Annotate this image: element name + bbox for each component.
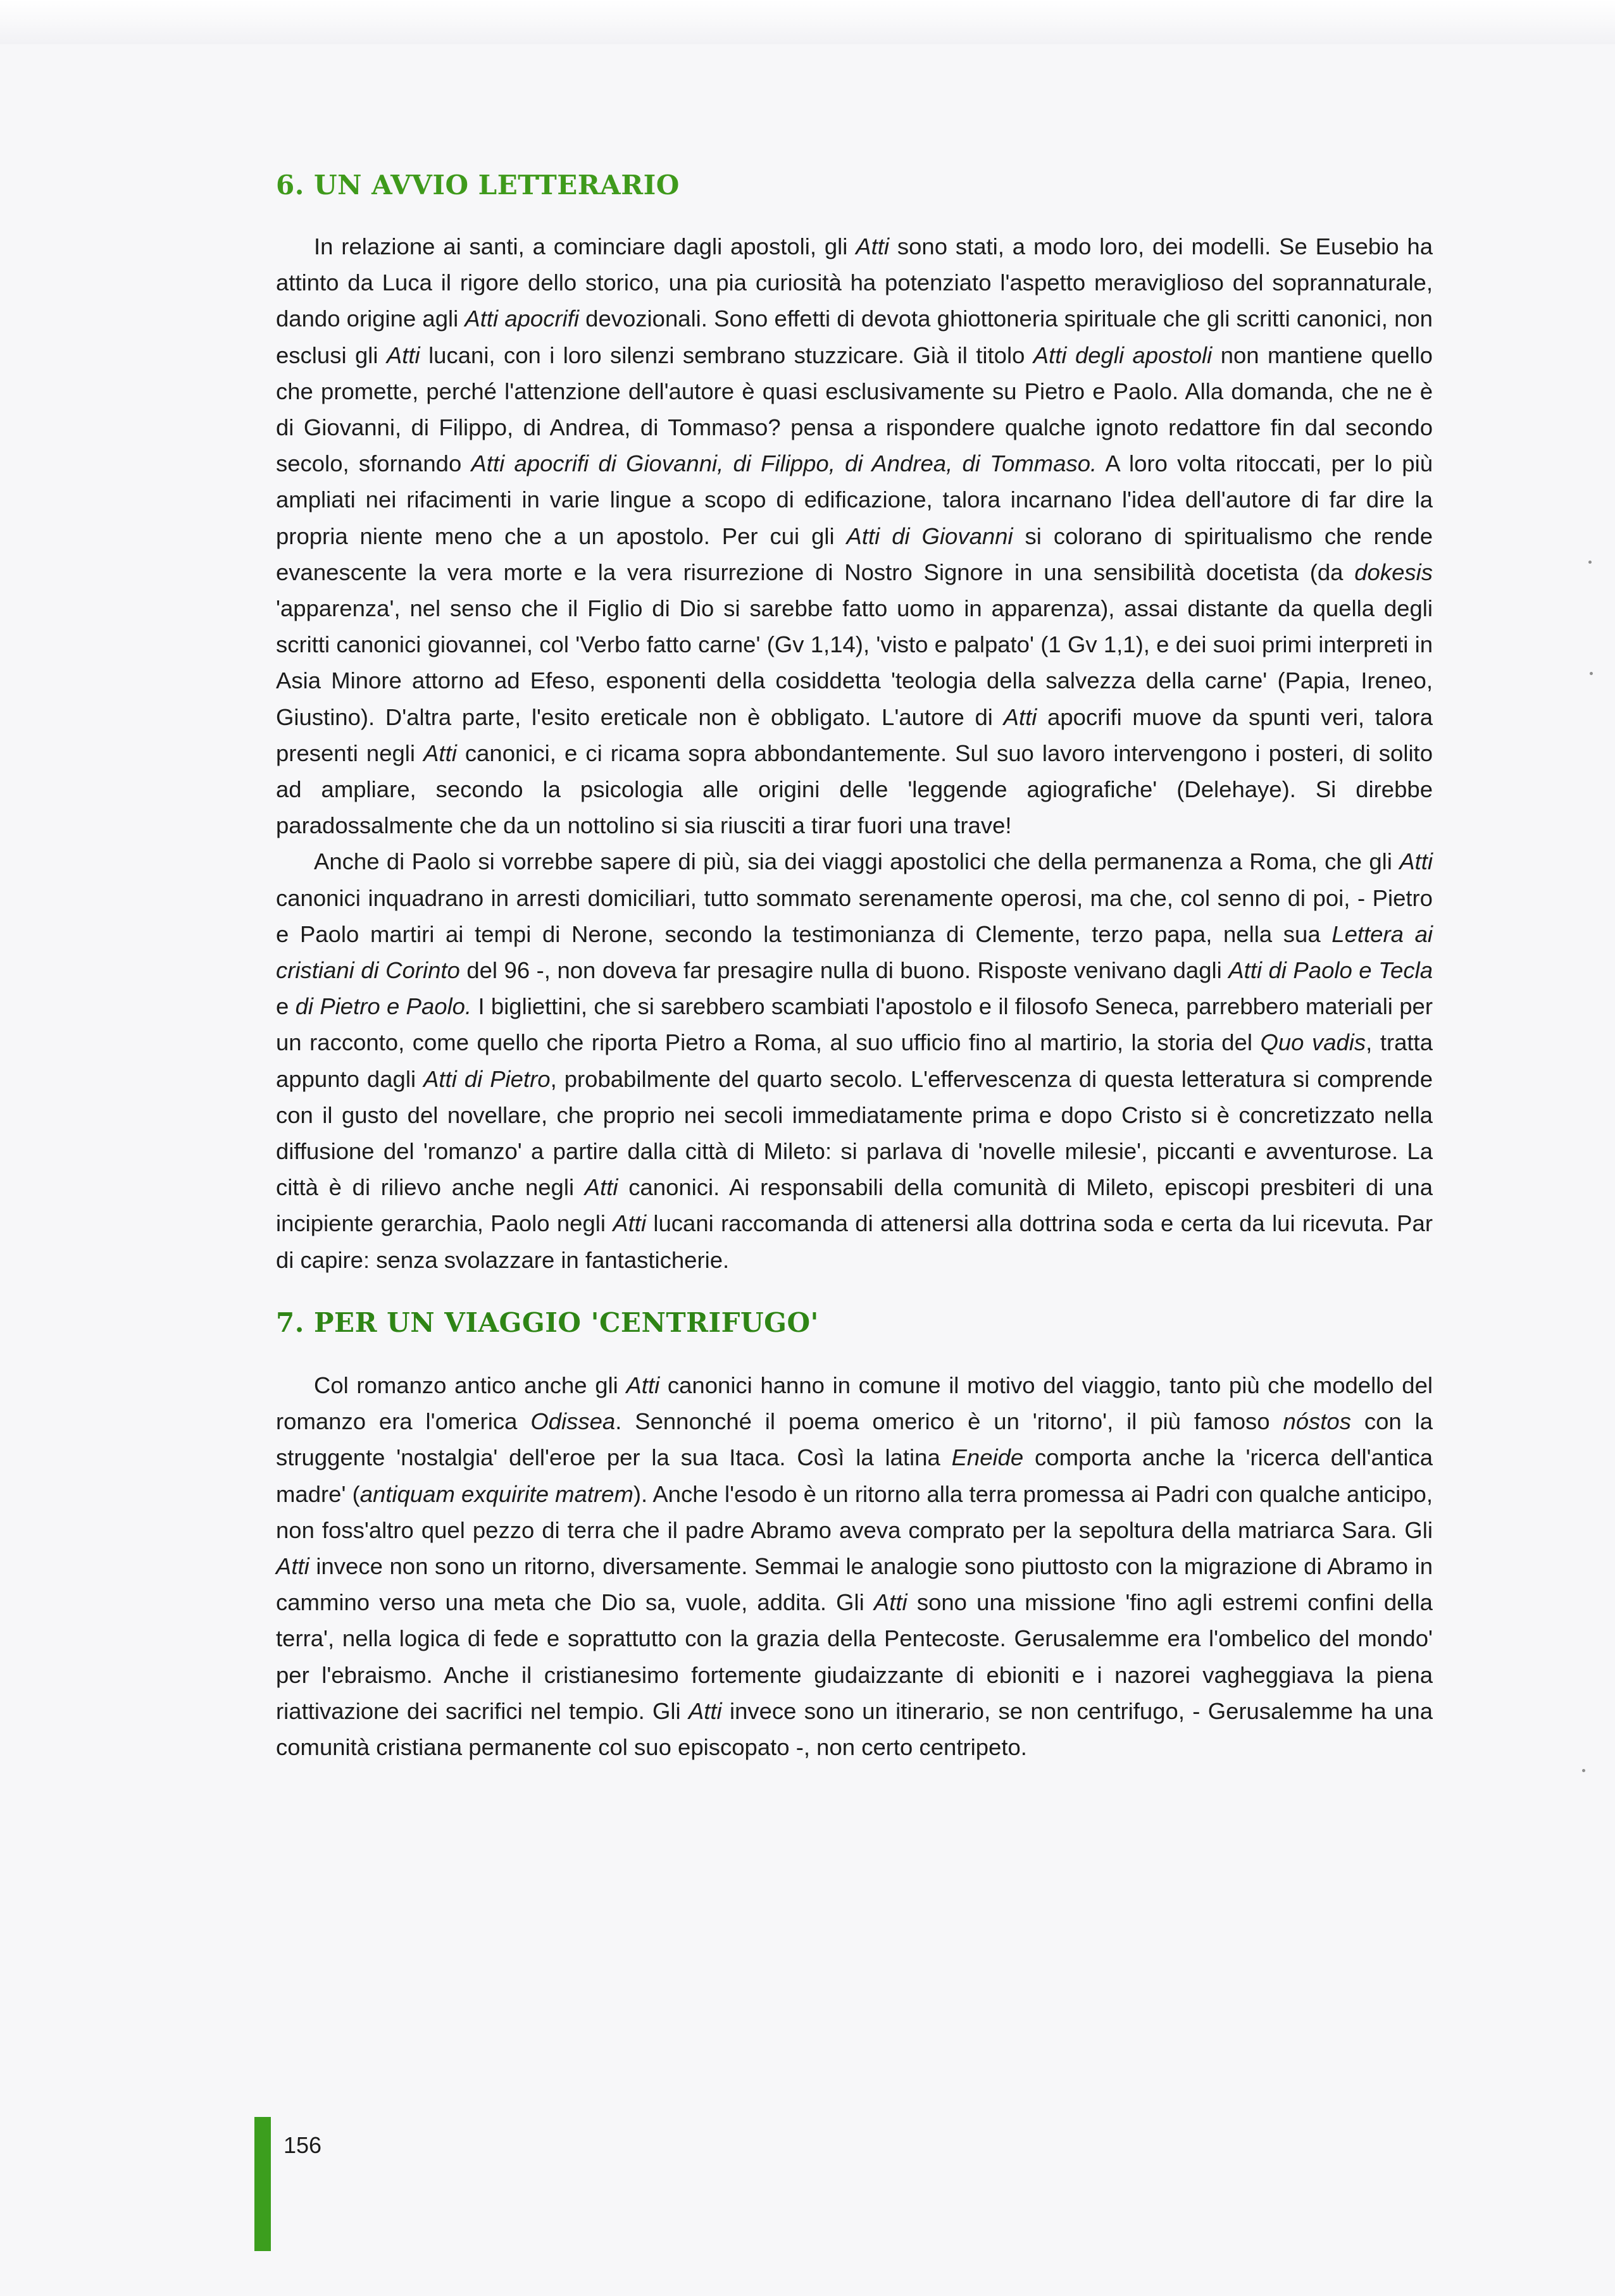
scan-speck (1588, 561, 1592, 564)
section-7-body (276, 1367, 1433, 1765)
scan-speck (1590, 672, 1593, 675)
section-6-body (276, 228, 1433, 1278)
page-content (276, 170, 1433, 1765)
section-6-paragraph-1: In relazione ai santi, a cominciare dagli apostoli, gli Atti sono stati, a modo loro, dei modelli. Se Eusebio ha attinto da Luca il rigore dello storico, una pia curiosità ha potenziato l'aspetto meraviglioso del soprannaturale, dando origine agli Atti apocrifi devozionali. Sono effetti di devota ghiottoneria spirituale che gli scritti canonici, non esclusi gli Atti lucani, con i loro silenzi sembrano stuzzicare. Già il titolo Atti degli apostoli non mantiene quello che promette, perché l'attenzione dell'autore è quasi esclusivamente su Pietro e Paolo. Alla domanda, che ne è di Giovanni, di Filippo, di Andrea, di Tommaso? pensa a rispondere qualche ignoto redattore fin dal secondo secolo, sfornando Atti apocrifi di Giovanni, di Filippo, di Andrea, di Tommaso. A loro volta ritoccati, per lo più ampliati nei rifacimenti in varie lingue a scopo di edificazione, talora incarnano l'idea dell'autore di far dire la propria niente meno che a un apostolo. Per cui gli Atti di Giovanni si colorano di spiritualismo che rende evanescente la vera morte e la vera risurrezione di Nostro Signore in una sensibilità docetista (da dokesis 'apparenza', nel senso che il Figlio di Dio si sarebbe fatto uomo in apparenza), assai distante da quella degli scritti canonici giovannei, col 'Verbo fatto carne' (Gv 1,14), 'visto e palpato' (1 Gv 1,1), e dei suoi primi interpreti in Asia Minore attorno ad Efeso, esponenti della cosiddetta 'teologia della salvezza della carne' (Papia, Ireneo, Giustino). D'altra parte, l'esito ereticale non è obbligato. L'autore di Atti apocrifi muove da spunti veri, talora presenti negli Atti canonici, e ci ricama sopra abbondantemente. Sul suo lavoro intervengono i posteri, di solito ad ampliare, secondo la psicologia alle origini delle 'leggende agiografiche' (Delehaye). Si direbbe paradossalmente che da un nottolino si sia riusciti a tirar fuori una trave! (276, 233, 1433, 839)
page-number: 156 (284, 2132, 322, 2158)
page-top-edge (0, 0, 1615, 44)
page-number-accent-bar (254, 2117, 271, 2251)
scan-speck (1582, 1769, 1585, 1772)
section-7-heading-wrap (276, 1307, 1433, 1338)
section-6-paragraph-2: Anche di Paolo si vorrebbe sapere di più, sia dei viaggi apostolici che della permanenza a Roma, che gli Atti canonici inquadrano in arresti domiciliari, tutto sommato serenamente operosi, ma che, col senno di poi, - Pietro e Paolo martiri ai tempi di Nerone, secondo la testimonianza di Clemente, terzo papa, nella sua Lettera ai cristiani di Corinto del 96 -, non doveva far presagire nulla di buono. Risposte venivano dagli Atti di Paolo e Tecla e di Pietro e Paolo. I bigliettini, che si sarebbero scambiati l'apostolo e il filosofo Seneca, parrebbero materiali per un racconto, come quello che riporta Pietro a Roma, al suo ufficio fino al martirio, la storia del Quo vadis, tratta appunto dagli Atti di Pietro, probabilmente del quarto secolo. L'effervescenza di questa letteratura si comprende con il gusto del novellare, che proprio nei secoli immediatamente prima e dopo Cristo si è concretizzato nella diffusione del 'romanzo' a partire dalla città di Mileto: si parlava di 'novelle milesie', piccanti e avventurose. La città è di rilievo anche negli Atti canonici. Ai responsabili della comunità di Mileto, episcopi presbiteri di una incipiente gerarchia, Paolo negli Atti lucani raccomanda di attenersi alla dottrina soda e certa da lui ricevuta. Par di capire: senza svolazzare in fantasticherie. (276, 848, 1433, 1273)
section-6-heading: 6. UN AVVIO LETTERARIO (276, 170, 680, 201)
section-7-heading: 7. PER UN VIAGGIO 'CENTRIFUGO' (276, 1306, 819, 1338)
section-7-paragraph-1: Col romanzo antico anche gli Atti canonici hanno in comune il motivo del viaggio, tanto più che modello del romanzo era l'omerica Odissea. Sennonché il poema omerico è un 'ritorno', il più famoso nóstos con la struggente 'nostalgia' dell'eroe per la sua Itaca. Così la latina Eneide comporta anche la 'ricerca dell'antica madre' (antiquam exquirite matrem). Anche l'esodo è un ritorno alla terra promessa ai Padri con qualche anticipo, non foss'altro quel pezzo di terra che il padre Abramo aveva comprato per la sepoltura della matriarca Sara. Gli Atti invece non sono un ritorno, diversamente. Semmai le analogie sono piuttosto con la migrazione di Abramo in cammino verso una meta che Dio sa, vuole, addita. Gli Atti sono una missione 'fino agli estremi confini della terra', nella logica di fede e soprattutto con la grazia della Pentecoste. Gerusalemme era l'ombelico del mondo' per l'ebraismo. Anche il cristianesimo fortemente giudaizzante di ebioniti e i nazorei vagheggiava la piena riattivazione dei sacrifici nel tempio. Gli Atti invece sono un itinerario, se non centrifugo, - Gerusalemme ha una comunità cristiana permanente col suo episcopato -, non certo centripeto. (276, 1372, 1433, 1760)
